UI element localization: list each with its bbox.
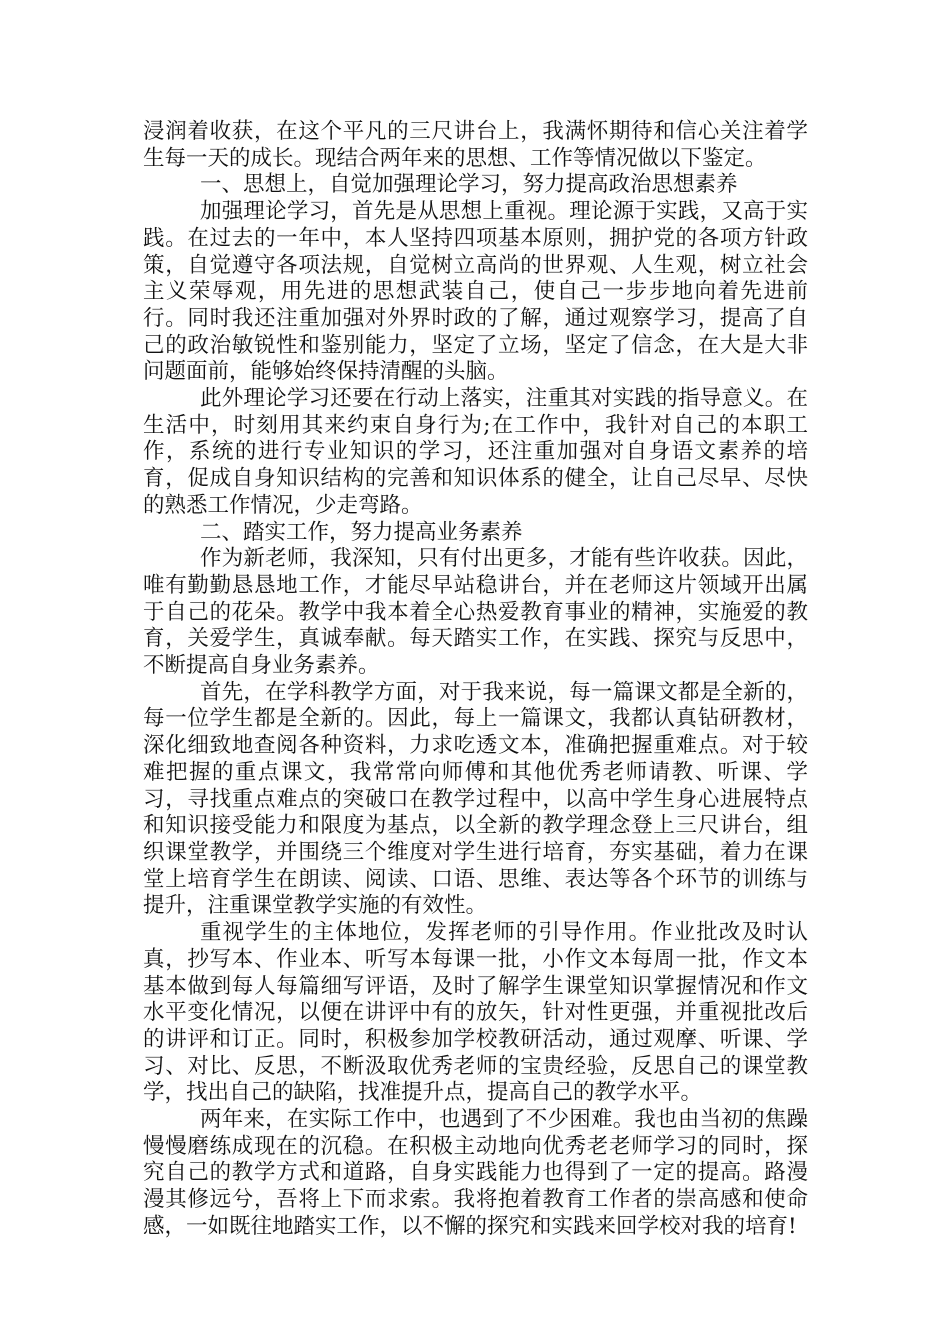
section-heading-1: 一、思想上，自觉加强理论学习，努力提高政治思想素养: [199, 172, 738, 198]
paragraph-theory-practice: 此外理论学习还要在行动上落实，注重其对实践的指导意义。在生活中，时刻用其来约束自身行为;在工作中，我针对自己的本职工作，系统的进行专业知识的学习，还注重加强对自身语文素养的培育，促成自身知识结构的完善和知识体系的健全，让自己尽早、尽快的熟悉工作情况，少走弯路。: [143, 386, 808, 518]
paragraph-theory-study: 加强理论学习，首先是从思想上重视。理论源于实践，又高于实践。在过去的一年中，本人坚持四项基本原则，拥护党的各项方针政策，自觉遵守各项法规，自觉树立高尚的世界观、人生观，树立社会主义荣辱观，用先进的思想武装自己，使自己一步步地向着先进前行。同时我还注重加强对外界时政的了解，通过观察学习，提高了自己的政治敏锐性和鉴别能力，坚定了立场，坚定了信念，在大是大非问题面前，能够始终保持清醒的头脑。: [143, 199, 808, 385]
paragraph-student-subject: 重视学生的主体地位，发挥老师的引导作用。作业批改及时认真，抄写本、作业本、听写本每课一批，小作文本每周一批，作文本基本做到每人每篇细写评语，及时了解学生课堂知识掌握情况和作文水平变化情况，以便在讲评中有的放矢，针对性更强，并重视批改后的讲评和订正。同时，积极参加学校教研活动，通过观摩、听课、学习、对比、反思，不断汲取优秀老师的宝贵经验，反思自己的课堂教学，找出自己的缺陷，找准提升点，提高自己的教学水平。: [143, 920, 808, 1106]
section-heading-2: 二、踏实工作，努力提高业务素养: [199, 519, 523, 545]
paragraph-subject-teaching: 首先，在学科教学方面，对于我来说，每一篇课文都是全新的，每一位学生都是全新的。因此，每上一篇课文，我都认真钻研教材，深化细致地查阅各种资料，力求吃透文本，准确把握重难点。对于较难把握的重点课文，我常常向师傅和其他优秀老师请教、听课、学习，寻找重点难点的突破口在教学过程中，以高中学生身心进展特点和知识接受能力和限度为基点，以全新的教学理念登上三尺讲台，组织课堂教学，并围绕三个维度对学生进行培育，夯实基础，着力在课堂上培育学生在朗读、阅读、口语、思维、表达等各个环节的训练与提升，注重课堂教学实施的有效性。: [143, 679, 808, 919]
paragraph-intro: 浸润着收获，在这个平凡的三尺讲台上，我满怀期待和信心关注着学生每一天的成长。现结合两年来的思想、工作等情况做以下鉴定。: [143, 119, 808, 171]
paragraph-new-teacher: 作为新老师，我深知，只有付出更多，才能有些许收获。因此，唯有勤勤恳恳地工作，才能尽早站稳讲台，并在老师这片领域开出属于自己的花朵。教学中我本着全心热爱教育事业的精神，实施爱的教育，关爱学生，真诚奉献。每天踏实工作，在实践、探究与反思中，不断提高自身业务素养。: [143, 546, 808, 679]
paragraph-conclusion: 两年来，在实际工作中，也遇到了不少困难。我也由当初的焦躁慢慢磨练成现在的沉稳。在积极主动地向优秀老老师学习的同时，探究自己的教学方式和道路，自身实践能力也得到了一定的提高。路漫漫其修远兮，吾将上下而求索。我将抱着教育工作者的崇高感和使命感，一如既往地踏实工作，以不懈的探究和实践来回学校对我的培育!: [143, 1107, 808, 1239]
document-body: [143, 119, 808, 1241]
